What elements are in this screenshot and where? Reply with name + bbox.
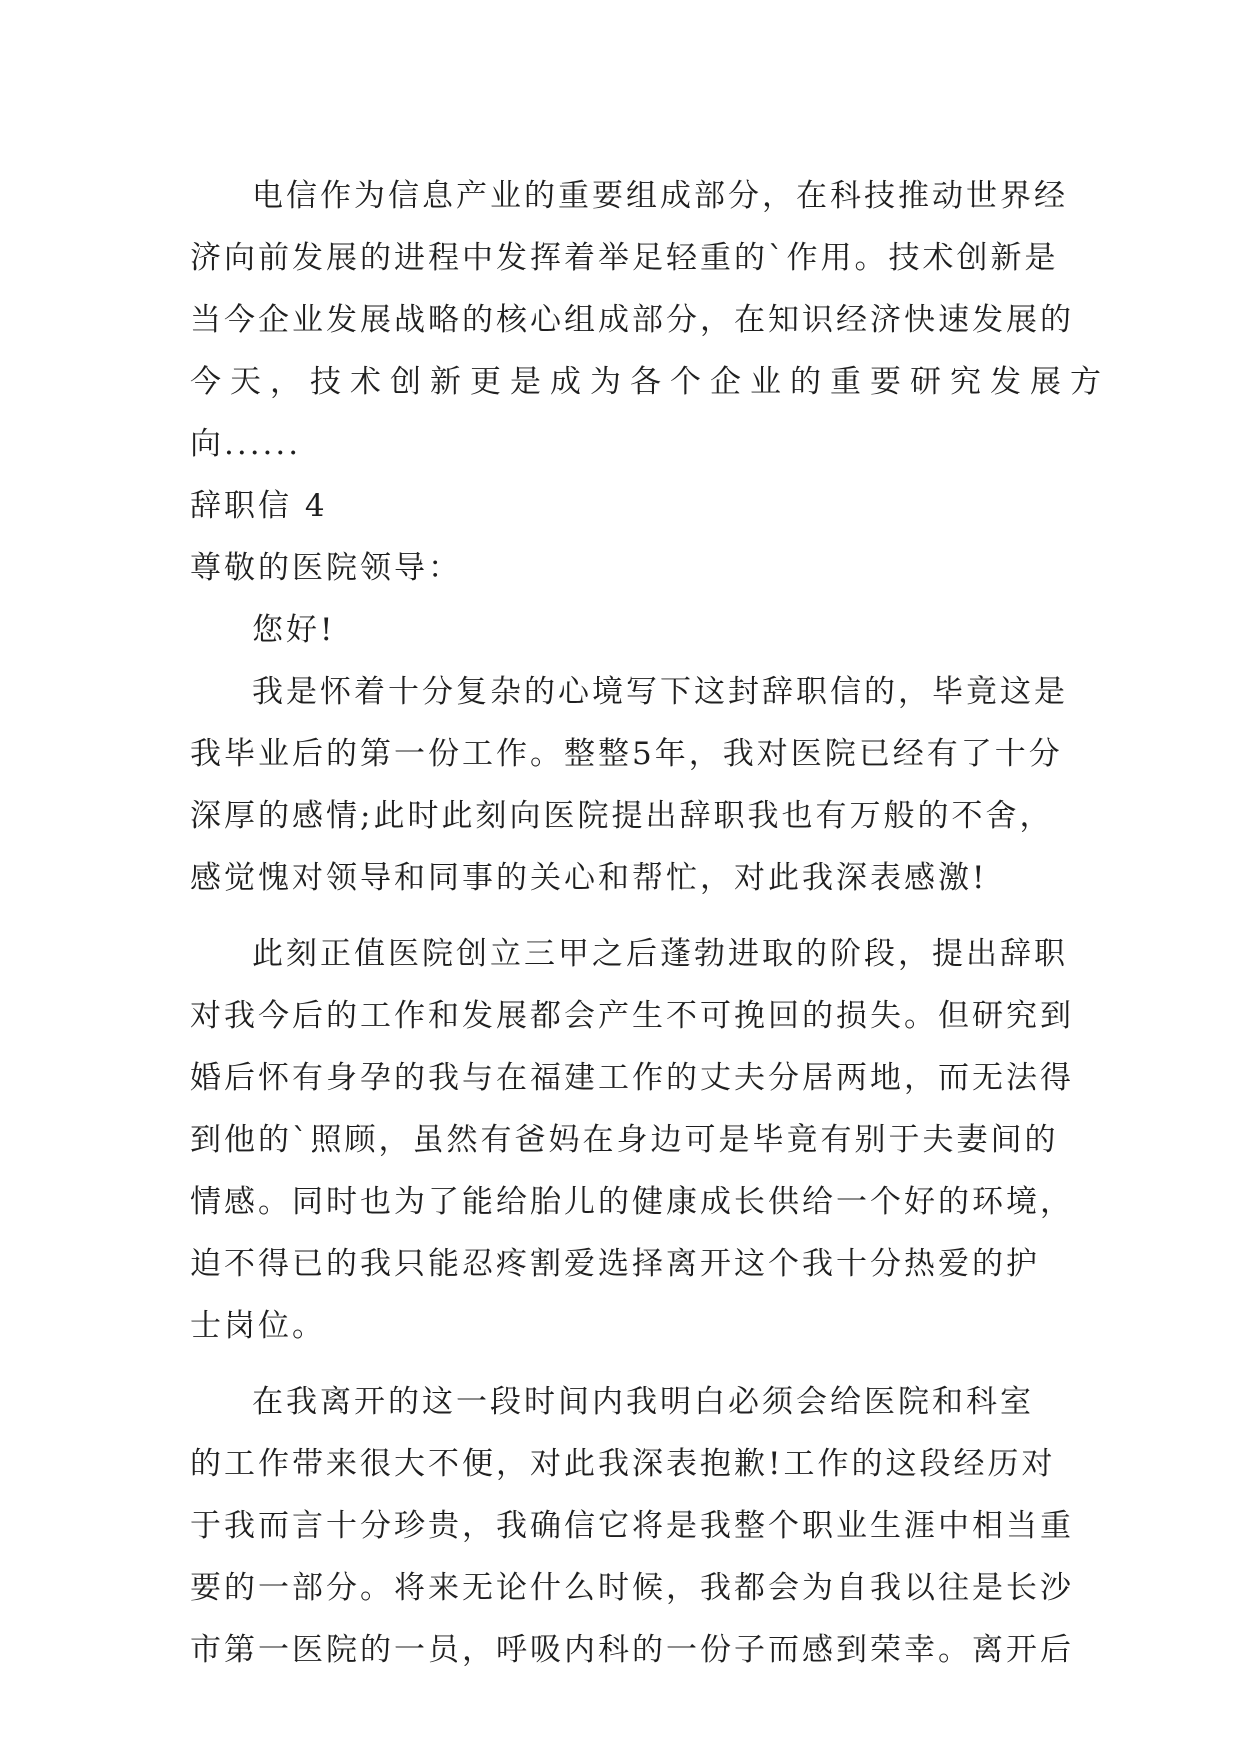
salutation: 尊敬的医院领导： [190,550,462,586]
section-title: 辞职信 4 [190,488,328,524]
paragraph-1 [190,661,1068,909]
text-line: 于我而言十分珍贵，我确信它将是我整个职业生涯中相当重 [190,1508,1074,1544]
text-line: 市第一医院的一员，呼吸内科的一份子而感到荣幸。离开后 [190,1632,1074,1668]
text-line: 感觉愧对领导和同事的关心和帮忙，对此我深表感激! [190,860,988,896]
text-line: 电信作为信息产业的重要组成部分，在科技推动世界经 [252,178,1068,214]
text-line: 我毕业后的第一份工作。整整5年，我对医院已经有了十分 [190,736,1063,772]
text-line: 济向前发展的进程中发挥着举足轻重的`作用。技术创新是 [190,240,1059,276]
text-line: 婚后怀有身孕的我与在福建工作的丈夫分居两地，而无法得 [190,1060,1074,1096]
text-line: 士岗位。 [190,1308,326,1344]
paragraph-3 [190,1371,1074,1681]
paragraph-gap [190,909,1050,923]
text-line: 在我离开的这一段时间内我明白必须会给医院和科室 [252,1384,1034,1420]
text-line: 迫不得已的我只能忍疼割爱选择离开这个我十分热爱的护 [190,1246,1040,1282]
greeting: 您好! [252,612,336,648]
text-line: 情感。同时也为了能给胎儿的健康成长供给一个好的环境， [190,1184,1074,1220]
paragraph-2 [190,923,1074,1357]
paragraph-gap [190,1357,1050,1371]
text-line: 的工作带来很大不便，对此我深表抱歉!工作的这段经历对 [190,1446,1056,1482]
document-page [190,165,1110,1681]
text-line: 到他的`照顾，虽然有爸妈在身边可是毕竟有别于夫妻间的 [190,1122,1059,1158]
text-line: 我是怀着十分复杂的心境写下这封辞职信的，毕竟这是 [252,674,1068,710]
intro-paragraph [190,165,1110,475]
text-line: 要的一部分。将来无论什么时候，我都会为自我以往是长沙 [190,1570,1074,1606]
text-line: 此刻正值医院创立三甲之后蓬勃进取的阶段，提出辞职 [252,936,1068,972]
text-line: 对我今后的工作和发展都会产生不可挽回的损失。但研究到 [190,998,1074,1034]
text-line: 今天，技术创新更是成为各个企业的重要研究发展方 [190,364,1110,400]
text-line: 深厚的感情;此时此刻向医院提出辞职我也有万般的不舍， [190,798,1054,834]
text-line: 向...... [190,426,302,462]
text-line: 当今企业发展战略的核心组成部分，在知识经济快速发展的 [190,302,1074,338]
